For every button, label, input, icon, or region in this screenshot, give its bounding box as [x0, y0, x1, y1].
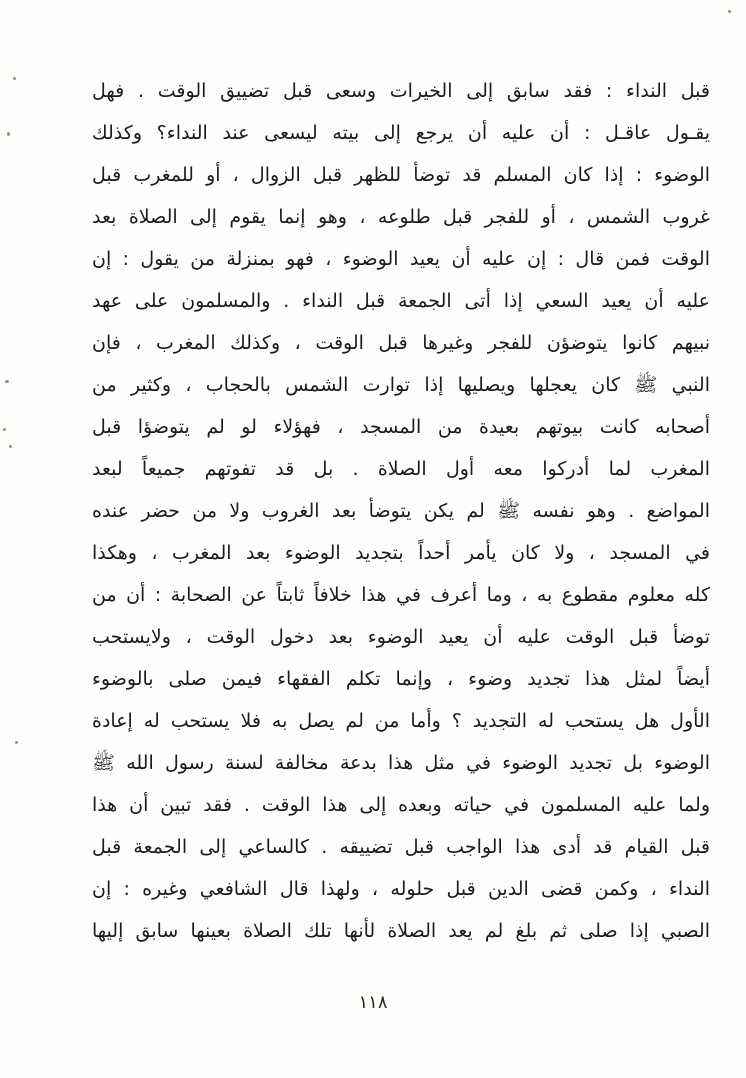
text-line: قبل النداء : فقد سابق إلى الخيرات وسعى قبل تضييق الوقت . فهل	[92, 80, 710, 102]
page-number: ١١٨	[358, 992, 388, 1013]
text-line: توضأ قبل الوقت عليه أن يعيد الوضوء بعد دخول الوقت ، ولايستحب	[92, 626, 710, 648]
text-line: الوضوء بل تجديد الوضوء في مثل هذا بدعة مخالفة لسنة رسول الله ﷺ	[92, 752, 710, 774]
text-line: في المسجد ، ولا كان يأمر أحداً بتجديد الوضوء بعد المغرب ، وهكذا	[92, 542, 710, 564]
scan-speck	[7, 132, 10, 136]
text-line: قبل القيام قد أدى هذا الواجب قبل تضييقه . كالساعي إلى الجمعة قبل	[92, 836, 710, 858]
text-line: الوضوء : إذا كان المسلم قد توضأ للظهر قبل الزوال ، أو للمغرب قبل	[92, 164, 710, 186]
text-line: الصبي إذا صلى ثم بلغ لم يعد الصلاة لأنها تلك الصلاة بعينها سابق إليها	[92, 920, 710, 942]
scan-speck	[15, 741, 18, 744]
text-line: النداء ، وكمن قضى الدين قبل حلوله ، ولهذا قال الشافعي وغيره : إن	[92, 878, 710, 900]
text-line: كله معلوم مقطوع به ، وما أعرف في هذا خلافاً ثابتاً عن الصحابة : أن من	[92, 584, 710, 606]
scan-speck	[5, 380, 9, 383]
text-line: النبي ﷺ كان يعجلها ويصليها إذا توارت الشمس بالحجاب ، وكثير من	[92, 374, 710, 396]
text-line: المغرب لما أدركوا معه أول الصلاة . بل قد تفوتهم جميعاً لبعد	[92, 458, 710, 480]
text-line: أصحابه كانت بيوتهم بعيدة من المسجد ، فهؤلاء لو لم يتوضؤا قبل	[92, 416, 710, 438]
text-line: غروب الشمس ، أو للفجر قبل طلوعه ، وهو إنما يقوم إلى الصلاة بعد	[92, 206, 710, 228]
scan-speck	[3, 428, 6, 431]
text-line: ولما عليه المسلمون في حياته وبعده إلى هذا الوقت . فقد تبين أن هذا	[92, 794, 710, 816]
text-line: الوقت فمن قال : إن عليه أن يعيد الوضوء ، فهو بمنزلة من يقول : إن	[92, 248, 710, 270]
text-line: عليه أن يعيد السعي إذا أتى الجمعة قبل النداء . والمسلمون على عهد	[92, 290, 710, 312]
text-line: أيضاً لمثل هذا تجديد وضوء ، وإنما تكلم الفقهاء فيمن صلى بالوضوء	[92, 668, 710, 690]
text-line: نبيهم كانوا يتوضؤن للفجر وغيرها قبل الوقت ، وكذلك المغرب ، فإن	[92, 332, 710, 354]
text-line: يقـول عاقـل : أن عليه أن يرجع إلى بيته ليسعى عند النداء؟ وكذلك	[92, 122, 710, 144]
text-line: الأول هل يستحب له التجديد ؟ وأما من لم يصل به فلا يستحب له إعادة	[92, 710, 710, 732]
body-text-block	[92, 70, 710, 952]
text-line: المواضع . وهو نفسه ﷺ لم يكن يتوضأ بعد الغروب ولا من حضر عنده	[92, 500, 710, 522]
scan-speck	[13, 77, 16, 80]
scan-speck	[9, 445, 12, 448]
scan-speck	[728, 10, 731, 13]
